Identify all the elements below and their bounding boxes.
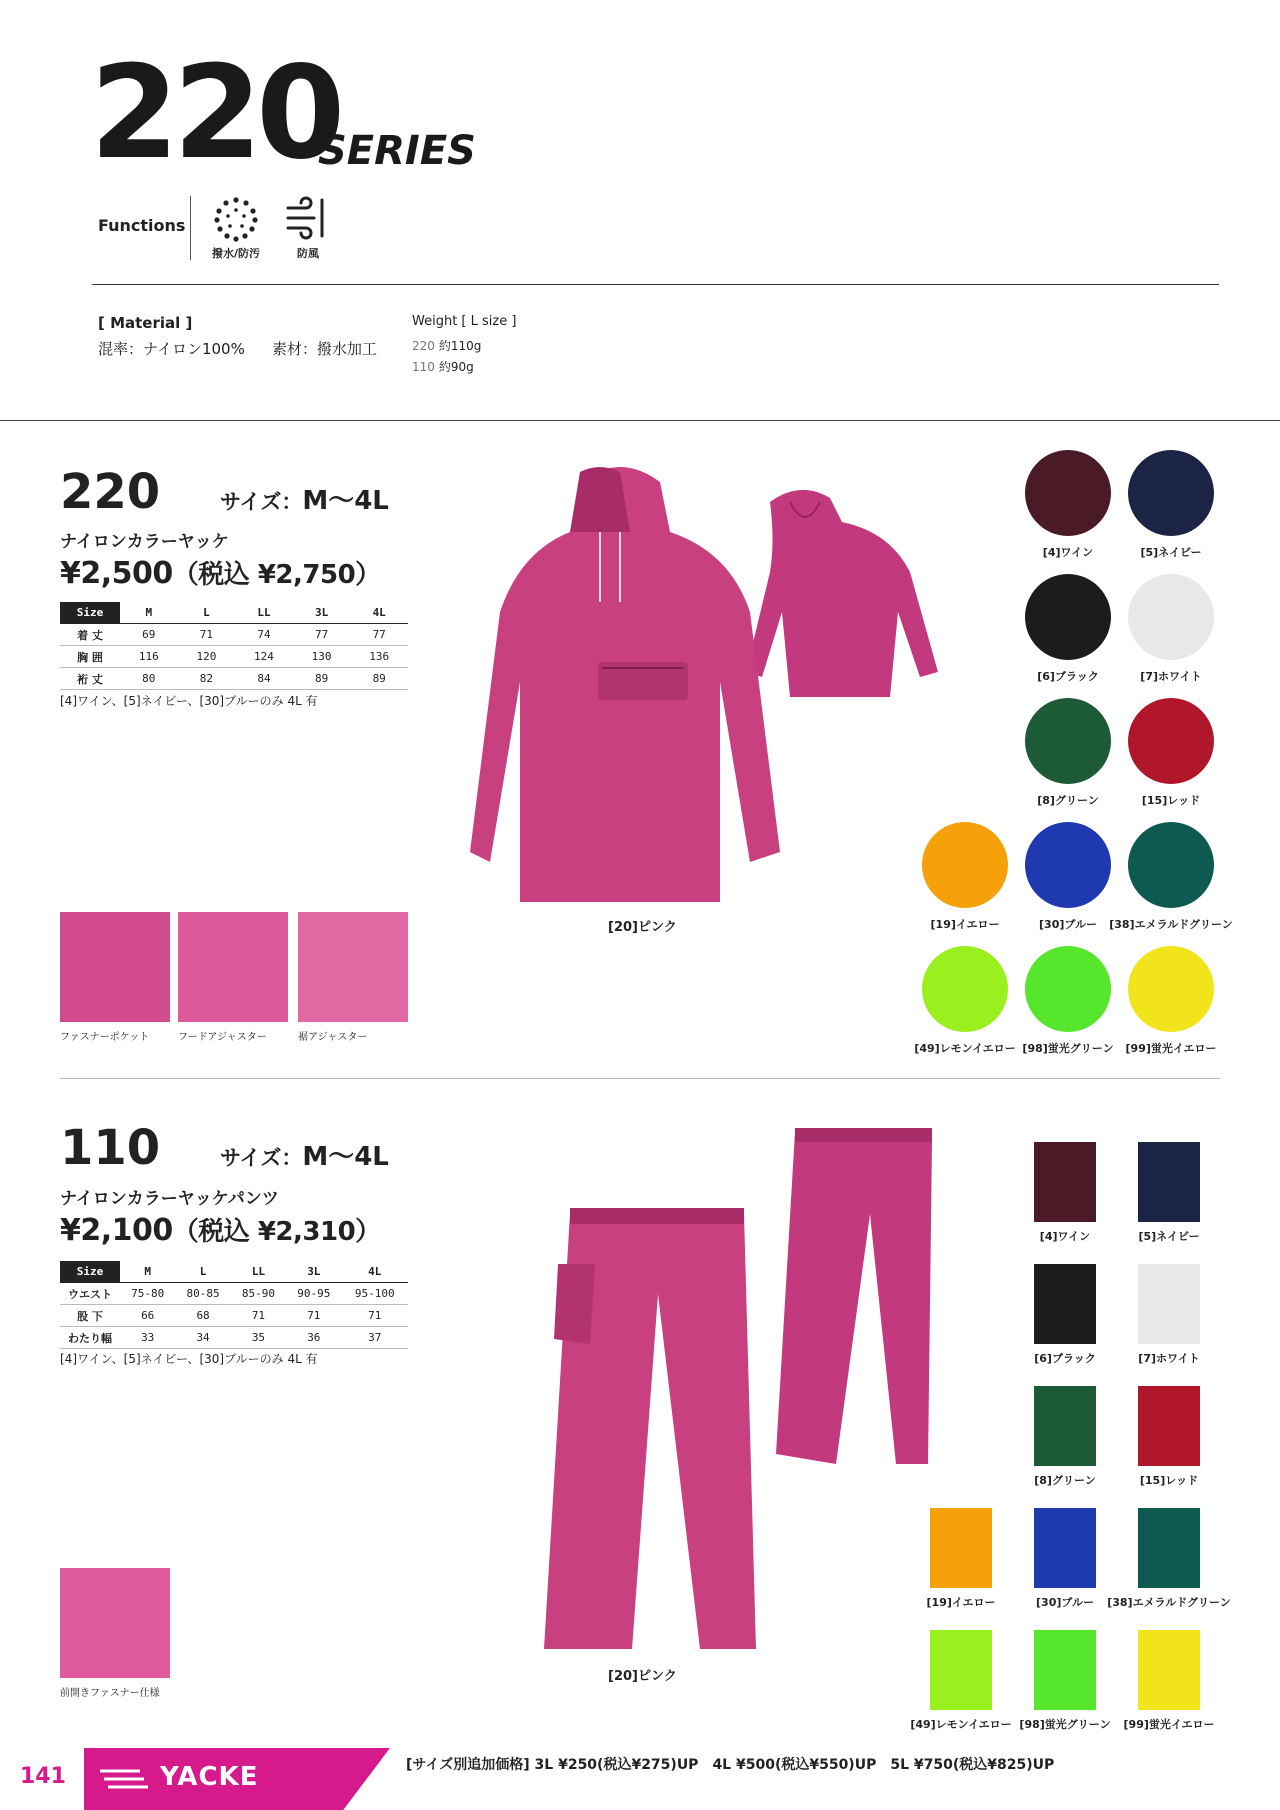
table-row: [60, 1283, 408, 1305]
color-swatch: [1034, 1630, 1096, 1710]
table-row: [60, 646, 408, 668]
series-number: 220: [90, 39, 340, 188]
row-label: 胸 囲: [60, 646, 120, 668]
table-cell: 89: [293, 668, 351, 690]
section-divider-top: [0, 420, 1280, 421]
table-cell: 89: [350, 668, 408, 690]
table-row: [60, 624, 408, 646]
product-price: [60, 1211, 381, 1248]
color-label: [49]レモンイエロー: [914, 1042, 1016, 1055]
color-swatch: [1025, 574, 1111, 660]
color-swatch: [1138, 1264, 1200, 1344]
material-heading: [ Material ]: [98, 314, 193, 332]
price: ¥2,500: [60, 556, 173, 591]
color-label: [4]ワイン: [1039, 1230, 1091, 1243]
table-cell: 95-100: [342, 1283, 409, 1305]
detail-label: 前開きファスナー仕様: [60, 1688, 160, 1699]
color-label: [15]レッド: [1139, 1474, 1199, 1487]
function-water-repellent: [201, 196, 271, 261]
color-swatch: [930, 1508, 992, 1588]
weight-heading: Weight [ L size ]: [412, 314, 517, 329]
table-header-cell: LL: [235, 602, 293, 624]
detail-label: 裾アジャスター: [298, 1032, 368, 1043]
table-cell: 80-85: [175, 1283, 230, 1305]
table-cell: 77: [293, 624, 351, 646]
price-tax: （税込 ¥2,310）: [172, 1217, 381, 1247]
table-cell: 71: [286, 1305, 341, 1327]
color-swatch: [922, 946, 1008, 1032]
main-caption: [20]ピンク: [608, 920, 677, 935]
color-swatch: [1025, 822, 1111, 908]
table-row: [60, 668, 408, 690]
weight-value: 約90g: [438, 360, 474, 374]
color-swatch: [922, 822, 1008, 908]
table-header-cell: M: [120, 602, 178, 624]
size-table: [60, 1261, 408, 1349]
table-cell: 71: [231, 1305, 286, 1327]
table-header-cell: 4L: [350, 602, 408, 624]
size-label: サイズ：: [220, 490, 303, 514]
weight-value: 約110g: [438, 339, 482, 353]
product-code: 220: [60, 464, 161, 520]
color-label: [5]ネイビー: [1140, 546, 1202, 559]
table-cell: 85-90: [231, 1283, 286, 1305]
table-cell: 120: [178, 646, 236, 668]
jacket-back-view: [746, 490, 938, 697]
color-label: [8]グリーン: [1037, 794, 1099, 807]
price: ¥2,100: [60, 1213, 173, 1248]
color-swatch: [930, 1630, 992, 1710]
color-swatch: [1025, 450, 1111, 536]
function-label: 防風: [297, 247, 319, 260]
pants-back-view: [776, 1128, 932, 1464]
color-swatch: [1128, 822, 1214, 908]
material-text: 混率：ナイロン100%: [98, 340, 245, 358]
row-label: 着 丈: [60, 624, 120, 646]
table-header-cell: 3L: [293, 602, 351, 624]
color-swatch: [1138, 1508, 1200, 1588]
table-cell: 82: [178, 668, 236, 690]
detail-photo: [60, 912, 170, 1022]
detail-photo: [298, 912, 408, 1022]
color-swatch: [1034, 1386, 1096, 1466]
table-cell: 74: [235, 624, 293, 646]
product-size: [220, 480, 389, 517]
header-divider: [92, 284, 1219, 285]
table-header-cell: LL: [231, 1261, 286, 1283]
table-header-cell: Size: [60, 602, 120, 624]
color-label: [49]レモンイエロー: [910, 1718, 1012, 1731]
function-windproof: [273, 196, 343, 261]
table-cell: 80: [120, 668, 178, 690]
extra-size-price: [サイズ別追加価格] 3L ¥250(税込¥275)UP 4L ¥500(税込¥550)UP 5L ¥750(税込¥825)UP: [406, 1757, 1055, 1773]
water-repellent-icon: [212, 196, 260, 242]
color-label: [99]蛍光イエロー: [1125, 1042, 1217, 1055]
color-swatch: [1138, 1630, 1200, 1710]
table-cell: 35: [231, 1327, 286, 1349]
color-swatch: [1128, 698, 1214, 784]
color-swatch: [1138, 1142, 1200, 1222]
color-swatch: [1128, 946, 1214, 1032]
table-cell: 90-95: [286, 1283, 341, 1305]
table-cell: 136: [350, 646, 408, 668]
functions-divider: [190, 196, 191, 260]
color-label: [30]ブルー: [1039, 918, 1097, 931]
table-cell: 75-80: [120, 1283, 175, 1305]
page-number: 141: [20, 1764, 66, 1789]
windproof-icon: [284, 196, 332, 242]
color-label: [99]蛍光イエロー: [1123, 1718, 1215, 1731]
color-swatch: [1034, 1264, 1096, 1344]
row-label: 裄 丈: [60, 668, 120, 690]
table-cell: 34: [175, 1327, 230, 1349]
detail-label: フードアジャスター: [178, 1032, 267, 1043]
table-cell: 77: [350, 624, 408, 646]
series-word: SERIES: [318, 128, 476, 174]
table-cell: 69: [120, 624, 178, 646]
size-range: M〜4L: [302, 1142, 389, 1172]
color-label: [19]イエロー: [930, 918, 1000, 931]
product-name: ナイロンカラーヤッケ: [60, 532, 229, 552]
weight-model: 110: [412, 360, 435, 374]
row-label: ウエスト: [60, 1283, 120, 1305]
color-label: [6]ブラック: [1034, 1352, 1096, 1365]
product-size: [220, 1136, 389, 1173]
table-cell: 116: [120, 646, 178, 668]
color-label: [38]エメラルドグリーン: [1107, 1596, 1231, 1609]
color-label: [6]ブラック: [1037, 670, 1099, 683]
table-cell: 124: [235, 646, 293, 668]
table-cell: 36: [286, 1327, 341, 1349]
detail-label: ファスナーポケット: [60, 1032, 150, 1043]
color-swatch: [1128, 450, 1214, 536]
table-cell: 130: [293, 646, 351, 668]
color-label: [8]グリーン: [1034, 1474, 1096, 1487]
table-header-cell: Size: [60, 1261, 120, 1283]
size-table: [60, 602, 408, 690]
price-tax: （税込 ¥2,750）: [172, 560, 381, 590]
material-text-2: 素材：撥水加工: [272, 340, 378, 358]
color-label: [38]エメラルドグリーン: [1109, 918, 1233, 931]
table-row: [60, 1327, 408, 1349]
color-swatch: [1025, 946, 1111, 1032]
table-cell: 37: [342, 1327, 409, 1349]
product-price: [60, 554, 381, 591]
table-header-cell: M: [120, 1261, 175, 1283]
size-label: サイズ：: [220, 1146, 303, 1170]
availability-note: [4]ワイン、[5]ネイビー、[30]ブルーのみ 4L 有: [60, 694, 318, 708]
table-row: [60, 1305, 408, 1327]
table-header-cell: L: [175, 1261, 230, 1283]
table-header-cell: 4L: [342, 1261, 409, 1283]
weight-line: [412, 337, 481, 354]
row-label: わたり幅: [60, 1327, 120, 1349]
color-swatch: [1034, 1142, 1096, 1222]
table-header-cell: 3L: [286, 1261, 341, 1283]
table-cell: 71: [342, 1305, 409, 1327]
color-swatch: [1128, 574, 1214, 660]
functions-label: Functions: [98, 216, 186, 235]
product-code: 110: [60, 1120, 161, 1176]
color-swatch: [1034, 1508, 1096, 1588]
detail-photo: [60, 1568, 170, 1678]
table-cell: 71: [178, 624, 236, 646]
size-range: M〜4L: [302, 486, 389, 516]
row-label: 股 下: [60, 1305, 120, 1327]
product-name: ナイロンカラーヤッケパンツ: [60, 1189, 279, 1209]
table-cell: 84: [235, 668, 293, 690]
color-label: [5]ネイビー: [1138, 1230, 1200, 1243]
section-divider-mid: [60, 1078, 1220, 1079]
color-label: [15]レッド: [1141, 794, 1201, 807]
main-caption: [20]ピンク: [608, 1669, 677, 1684]
color-label: [19]イエロー: [926, 1596, 996, 1609]
color-label: [30]ブルー: [1036, 1596, 1094, 1609]
color-swatch: [1138, 1386, 1200, 1466]
table-header-cell: L: [178, 602, 236, 624]
stripes-icon: [100, 1768, 148, 1794]
color-label: [4]ワイン: [1042, 546, 1094, 559]
pants-front-view: [544, 1208, 756, 1649]
table-cell: 68: [175, 1305, 230, 1327]
table-cell: 33: [120, 1327, 175, 1349]
jacket-main-image: [470, 462, 990, 912]
color-label: [98]蛍光グリーン: [1022, 1042, 1114, 1055]
table-cell: 66: [120, 1305, 175, 1327]
pants-main-image: [540, 1124, 940, 1654]
detail-photo: [178, 912, 288, 1022]
color-swatch: [1025, 698, 1111, 784]
weight-line: [412, 358, 474, 375]
function-label: 撥水/防汚: [211, 247, 261, 260]
color-label: [7]ホワイト: [1138, 1352, 1200, 1365]
availability-note: [4]ワイン、[5]ネイビー、[30]ブルーのみ 4L 有: [60, 1352, 318, 1366]
weight-model: 220: [412, 339, 435, 353]
color-label: [98]蛍光グリーン: [1019, 1718, 1111, 1731]
jacket-front-view: [470, 467, 780, 902]
brand-name: YACKE: [160, 1762, 259, 1792]
color-label: [7]ホワイト: [1140, 670, 1202, 683]
